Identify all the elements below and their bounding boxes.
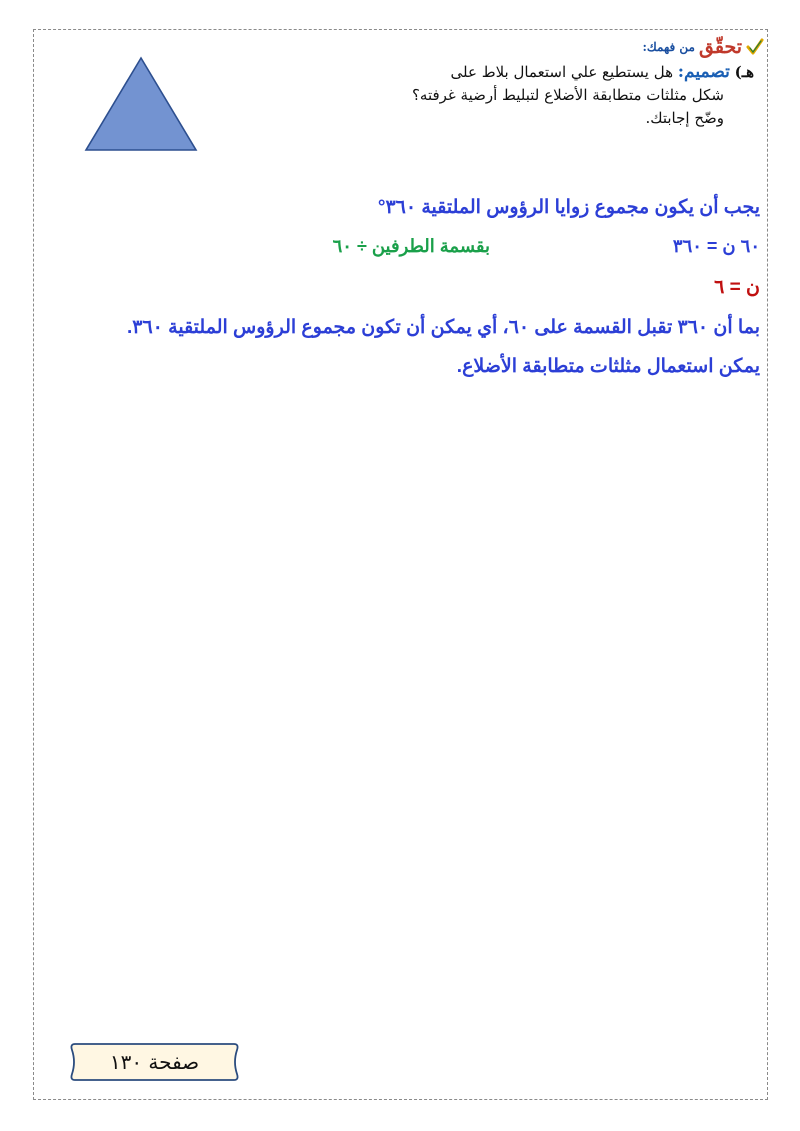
question-line-1 bbox=[254, 61, 754, 84]
question-keyword: تصميم: bbox=[677, 62, 730, 82]
page-number-badge bbox=[67, 1040, 242, 1084]
question-block bbox=[254, 61, 754, 130]
equation: ٦٠ ن = ٣٦٠ bbox=[672, 236, 760, 256]
check-title: تحقّق bbox=[698, 36, 742, 58]
question-text-1: هل يستطيع علي استعمال بلاط على bbox=[450, 63, 673, 81]
check-understanding-header bbox=[642, 36, 764, 58]
result: ن = ٦ bbox=[714, 277, 760, 298]
question-number: هـ) bbox=[734, 63, 754, 81]
checkmark-pencil-icon bbox=[746, 37, 764, 57]
equation-note: بقسمة الطرفين ÷ ٦٠ bbox=[332, 236, 490, 256]
answer-line-3: بما أن ٣٦٠ تقبل القسمة على ٦٠، أي يمكن أن تكون مجموع الرؤوس الملتقية ٣٦٠. bbox=[126, 317, 760, 338]
equation-row bbox=[290, 236, 760, 262]
page-frame bbox=[33, 29, 768, 1100]
question-text-3: وضّح إجابتك. bbox=[645, 109, 724, 127]
check-subtitle: من فهمك: bbox=[642, 40, 695, 54]
page-number-label: صفحة ١٣٠ bbox=[109, 1050, 200, 1074]
question-text-2: شكل مثلثات متطابقة الأضلاع لتبليط أرضية غرفته؟ bbox=[411, 86, 724, 104]
equilateral-triangle-figure bbox=[82, 55, 200, 157]
answer-line-4: يمكن استعمال مثلثات متطابقة الأضلاع. bbox=[456, 356, 760, 377]
answer-line-1: يجب أن يكون مجموع زوايا الرؤوس الملتقية ٣٦٠° bbox=[377, 197, 760, 218]
